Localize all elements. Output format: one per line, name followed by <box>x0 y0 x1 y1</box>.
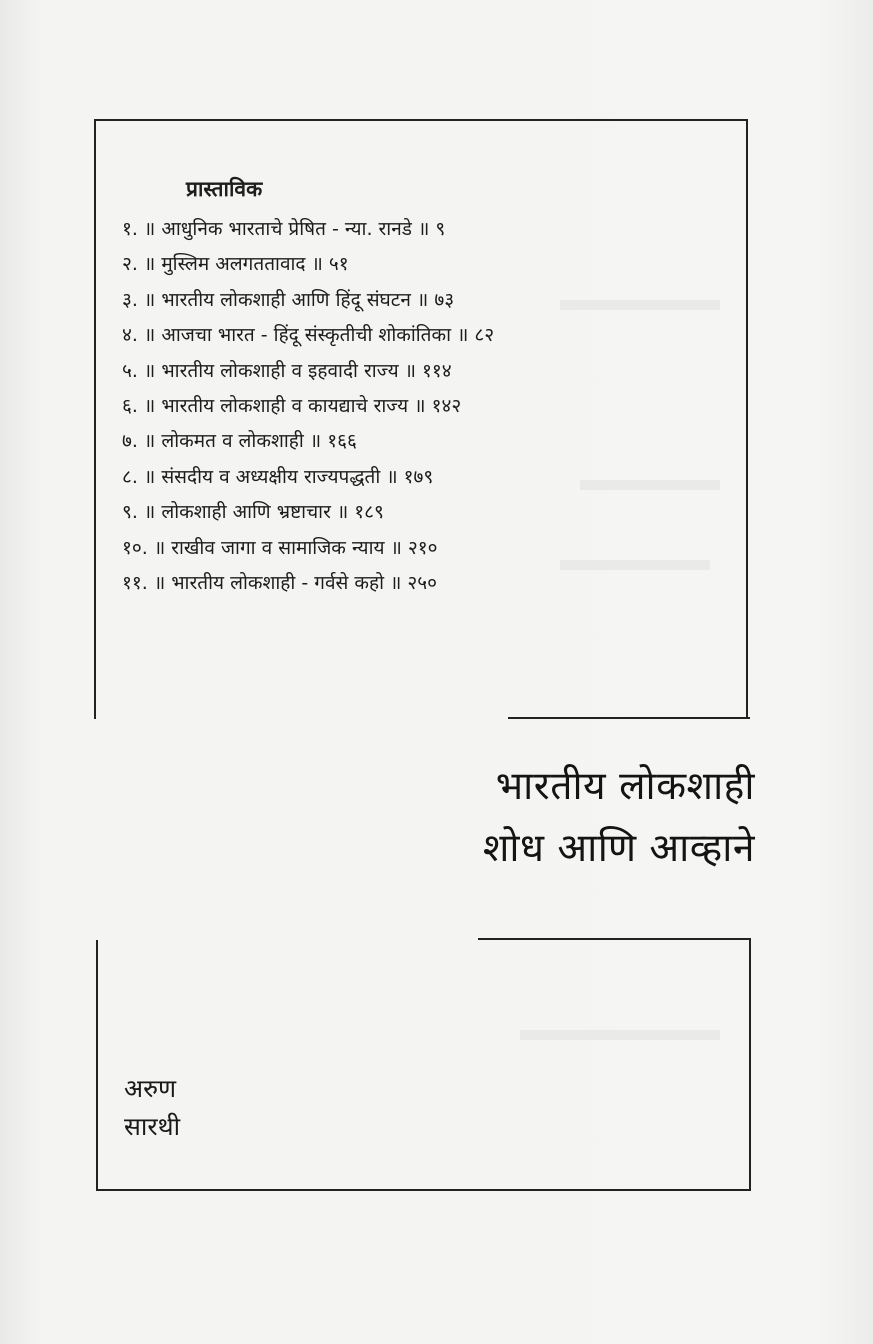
toc-entry-number: २. <box>122 253 138 276</box>
toc-entry <box>122 533 494 568</box>
toc-entry-number: ८. <box>122 465 138 488</box>
toc-entry <box>122 391 494 426</box>
toc-separator: ॥ <box>143 359 156 382</box>
toc-entry-page: ५१ <box>328 253 349 276</box>
toc-entry-title: लोकमत व लोकशाही <box>161 430 304 453</box>
toc-entry-page: ११४ <box>422 359 452 382</box>
toc-separator: ॥ <box>143 501 156 524</box>
author-frame <box>96 940 751 1191</box>
toc-entry-title: राखीव जागा व सामाजिक न्याय <box>171 536 385 559</box>
toc-entry-number: ११. <box>122 571 148 594</box>
toc-entry-page: ९ <box>435 218 446 240</box>
toc-entry-title: लोकशाही आणि भ्रष्टाचार <box>161 501 331 524</box>
toc-separator: ॥ <box>153 571 166 594</box>
toc-entry-title: आजचा भारत - हिंदू संस्कृतीची शोकांतिका <box>161 324 452 347</box>
toc-entry-number: ७. <box>122 430 138 453</box>
toc-entry-number: १. <box>122 218 138 240</box>
toc-frame-bottom-rule <box>508 717 750 719</box>
table-of-contents <box>122 214 494 603</box>
toc-entry-title: मुस्लिम अलगततावाद <box>161 253 306 276</box>
toc-entry-page: १७९ <box>403 465 434 488</box>
toc-entry <box>122 214 494 249</box>
toc-entry-page: २५० <box>407 571 438 594</box>
toc-entry <box>122 320 494 355</box>
toc-entry <box>122 356 494 391</box>
toc-separator: ॥ <box>311 253 323 276</box>
toc-separator: ॥ <box>309 430 322 453</box>
toc-entry-number: १०. <box>122 536 148 559</box>
author-last-name: सारथी <box>124 1112 181 1141</box>
toc-entry-title: भारतीय लोकशाही व कायद्याचे राज्य <box>161 394 409 417</box>
book-title-line-1: भारतीय लोकशाही <box>495 764 755 809</box>
toc-entry-page: १६६ <box>327 430 357 453</box>
toc-entry-page: ८२ <box>474 324 495 347</box>
toc-entry-number: ४. <box>122 324 138 347</box>
toc-entry-number: ९. <box>122 501 138 524</box>
toc-entry <box>122 568 494 603</box>
author-first-name: अरुण <box>124 1074 177 1103</box>
toc-separator: ॥ <box>457 324 469 347</box>
author-name <box>124 1070 180 1146</box>
toc-entry-title: भारतीय लोकशाही - गर्वसे कहो <box>171 571 384 594</box>
toc-separator: ॥ <box>143 394 156 417</box>
toc-entry <box>122 249 494 284</box>
toc-entry <box>122 426 494 461</box>
toc-entry-title: आधुनिक भारताचे प्रेषित - न्या. रानडे <box>161 218 412 240</box>
toc-entry-page: ७३ <box>434 288 455 311</box>
toc-separator: ॥ <box>336 501 349 524</box>
toc-entry <box>122 497 494 532</box>
toc-separator: ॥ <box>143 324 156 347</box>
book-title-line-2: शोध आणि आव्हाने <box>482 826 755 871</box>
toc-entry <box>122 462 494 497</box>
toc-entry-page: १४२ <box>431 394 462 417</box>
toc-separator: ॥ <box>143 253 156 276</box>
toc-entry-title: भारतीय लोकशाही आणि हिंदू संघटन <box>161 288 411 311</box>
toc-separator: ॥ <box>386 465 398 488</box>
toc-separator: ॥ <box>390 536 402 559</box>
toc-separator: ॥ <box>143 288 156 311</box>
toc-separator: ॥ <box>404 359 416 382</box>
book-title <box>483 756 755 880</box>
toc-entry-number: ५. <box>122 359 138 382</box>
toc-separator: ॥ <box>390 571 402 594</box>
toc-entry-title: संसदीय व अध्यक्षीय राज्यपद्धती <box>161 465 381 488</box>
toc-separator: ॥ <box>153 536 166 559</box>
toc-entry-number: ३. <box>122 288 138 311</box>
toc-entry-title: भारतीय लोकशाही व इहवादी राज्य <box>161 359 399 382</box>
toc-entry <box>122 285 494 320</box>
toc-separator: ॥ <box>143 430 156 453</box>
toc-separator: ॥ <box>416 288 429 311</box>
toc-separator: ॥ <box>417 218 430 240</box>
toc-entry-page: १८९ <box>354 501 384 524</box>
toc-entry-page: २१० <box>407 536 438 559</box>
toc-entry-number: ६. <box>122 394 138 417</box>
toc-separator: ॥ <box>414 394 426 417</box>
toc-separator: ॥ <box>143 465 156 488</box>
toc-heading: प्रास्ताविक <box>186 177 263 201</box>
toc-separator: ॥ <box>143 218 156 240</box>
